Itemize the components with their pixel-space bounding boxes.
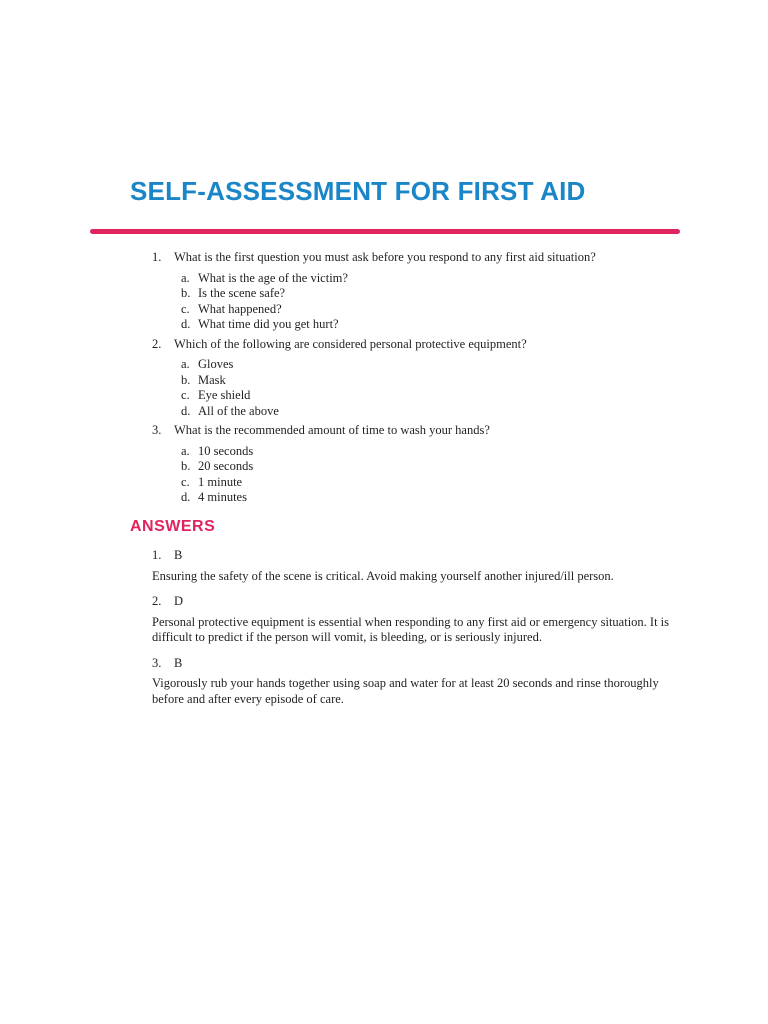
option-text: 1 minute [198, 474, 243, 489]
option-letter: d. [181, 317, 191, 331]
question-text: What is the recommended amount of time to wash your hands? [174, 423, 490, 437]
option-list [181, 271, 692, 333]
option-item [181, 302, 692, 318]
option-letter: c. [181, 474, 190, 489]
answer-explanation: Ensuring the safety of the scene is critical. Avoid making yourself another injured/ill person. [152, 568, 614, 583]
option-text: 10 seconds [198, 443, 254, 458]
option-letter: c. [181, 388, 190, 402]
question-number: 1. [152, 250, 162, 264]
option-text: All of the above [198, 403, 279, 418]
question-number: 3. [152, 423, 162, 437]
option-letter: a. [181, 443, 190, 458]
option-text: 4 minutes [198, 490, 247, 504]
option-text: What time did you get hurt? [198, 317, 339, 331]
option-list [181, 444, 692, 506]
option-item [181, 271, 692, 287]
option-letter: a. [181, 270, 190, 285]
title-divider [90, 229, 680, 234]
answer-number: 2. [152, 594, 162, 608]
option-text: What is the age of the victim? [198, 270, 348, 285]
answer-explanation: Personal protective equipment is essential when responding to any first aid or emergency situation. It is difficult to predict if the person will vomit, is bleeding, or is seriously injured. [152, 614, 670, 644]
question-3 [152, 423, 692, 506]
option-item [181, 475, 692, 491]
answer-explanation: Vigorously rub your hands together using soap and water for at least 20 seconds and rinse thoroughly before and after every episode of care. [152, 676, 659, 706]
answer-list [152, 548, 672, 717]
option-item [181, 317, 692, 333]
question-1 [152, 250, 692, 333]
option-letter: c. [181, 301, 190, 316]
answer-2 [152, 594, 672, 646]
option-text: Is the scene safe? [198, 286, 286, 300]
option-item [181, 404, 692, 420]
question-2 [152, 337, 692, 420]
option-text: What happened? [198, 301, 282, 316]
option-letter: b. [181, 372, 191, 387]
answer-number: 1. [152, 548, 162, 562]
option-item [181, 444, 692, 460]
option-letter: b. [181, 459, 191, 473]
answer-3 [152, 656, 672, 708]
question-text: What is the first question you must ask before you respond to any first aid situation? [174, 250, 596, 264]
option-item [181, 490, 692, 506]
option-letter: d. [181, 403, 191, 418]
question-list [152, 250, 692, 510]
option-item [181, 286, 692, 302]
option-text: Eye shield [198, 388, 251, 402]
question-number: 2. [152, 336, 162, 351]
answer-number: 3. [152, 655, 162, 670]
page-title: SELF-ASSESSMENT FOR FIRST AID [130, 176, 586, 206]
option-item [181, 373, 692, 389]
option-letter: b. [181, 286, 191, 300]
option-item [181, 357, 692, 373]
option-item [181, 388, 692, 404]
option-letter: a. [181, 357, 190, 371]
answer-letter: B [174, 655, 183, 670]
option-text: 20 seconds [198, 459, 254, 473]
answer-letter: D [174, 594, 184, 608]
option-list [181, 357, 692, 419]
option-text: Mask [198, 372, 226, 387]
option-letter: d. [181, 490, 191, 504]
question-text: Which of the following are considered personal protective equipment? [174, 336, 527, 351]
answer-letter: B [174, 548, 183, 562]
answers-heading: ANSWERS [130, 518, 216, 535]
option-text: Gloves [198, 357, 234, 371]
answer-1 [152, 548, 672, 584]
option-item [181, 459, 692, 475]
